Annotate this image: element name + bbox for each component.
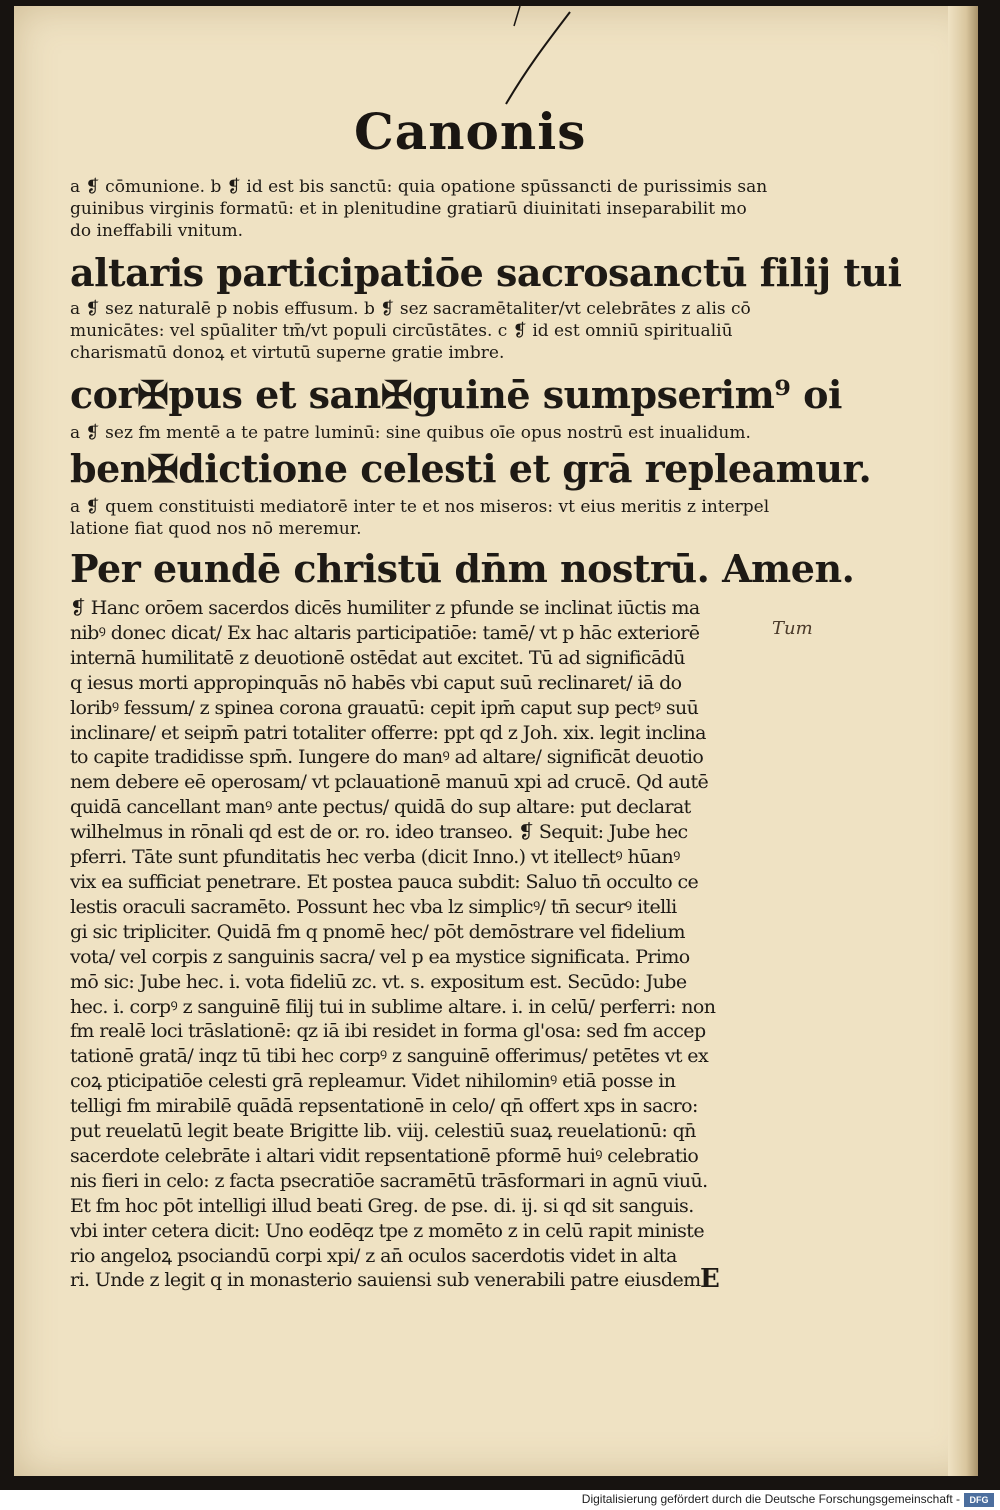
body-line: inclinare/ et seipm̄ patri totaliter offerre: ppt qd z Joh. xix. legit inclina xyxy=(70,721,706,744)
gloss-block-1 xyxy=(70,176,780,242)
body-line: mō sic: Jube hec. i. vota fideliū zc. vt. s. expositum est. Secūdo: Jube xyxy=(70,970,687,993)
body-line: q iesus morti appropinquās nō habēs vbi caput suū reclinaret/ iā do xyxy=(70,671,682,694)
footer-bar xyxy=(0,1490,1000,1510)
body-line: pferri. Tāte sunt pfunditatis hec verba (dicit Inno.) vt itellectꝰ hūanꝰ xyxy=(70,846,680,869)
body-line: vota/ vel corpis z sanguinis sacra/ vel p ea mystice significata. Primo xyxy=(70,945,690,968)
canon-line-1: altaris participatiōe sacrosanctū filij tui xyxy=(70,250,902,295)
gloss-line: latione fiat quod nos nō meremur. xyxy=(70,519,362,539)
body-line: gi sic tripliciter. Quidā fm q pnomē hec/ pōt demōstrare vel fidelium xyxy=(70,920,685,943)
body-line: vix ea sufficiat penetrare. Et postea pauca subdit: Saluo tn̄ occulto ce xyxy=(70,870,699,893)
body-line: internā humilitatē z deuotionē ostēdat aut excitet. Tū ad significādū xyxy=(70,646,685,669)
page-heading: Canonis xyxy=(354,102,587,161)
body-line: quidā cancellant manꝰ ante pectus/ quidā do sup altare: put declarat xyxy=(70,796,691,819)
funding-credit: Digitalisierung gefördert durch die Deutsche Forschungsgemeinschaft - xyxy=(581,1492,960,1506)
body-line: lestis oraculi sacramēto. Possunt hec vba lz simplicꝰ/ tn̄ securꝰ itelli xyxy=(70,895,677,918)
gloss-line: a ❡ sez fm mentē a te patre luminū: sine quibus oīe opus nostrū est inualidum. xyxy=(70,423,751,443)
body-line: coꝝ pticipatiōe celesti grā repleamur. Videt nihilominꝰ etiā posse in xyxy=(70,1070,676,1093)
body-line: rio angeloꝝ psociandū corpi xpi/ z an̄ oculos sacerdotis videt in alta xyxy=(70,1244,677,1267)
handwritten-margin-note: Tum xyxy=(772,618,813,639)
body-line: nem debere eē operosam/ vt pclauationē manuū xpi ad crucē. Qd autē xyxy=(70,771,709,794)
gloss-line: a ❡ cōmunione. b ❡ id est bis sanctū: quia opatione spūssancti de purissimis san xyxy=(70,177,768,197)
binding-gutter xyxy=(948,6,978,1476)
gloss-block-3 xyxy=(70,422,780,444)
body-line: wilhelmus in rōnali qd est de or. ro. ideo transeo. ❡ Sequit: Jube hec xyxy=(70,821,688,844)
body-line: nis fieri in celo: z facta psecratiōe sacramētū trāsformari in agnū viuū. xyxy=(70,1169,708,1192)
body-line: put reuelatū legit beate Brigitte lib. viij. celestiū suaꝝ reuelationū: qn̄ xyxy=(70,1120,696,1143)
body-line: fm realē loci trāslationē: qz iā ibi residet in forma gl'osa: sed fm accep xyxy=(70,1020,706,1043)
signature-mark: E xyxy=(700,1264,720,1294)
canon-line-4: Per eundē christū dn̄m nostrū. Amen. xyxy=(70,546,855,591)
body-line: hec. i. corpꝰ z sanguinē filij tui in sublime altare. i. in celū/ perferri: non xyxy=(70,995,716,1018)
body-line: Et fm hoc pōt intelligi illud beati Greg. de pse. di. ij. si qd sit sanguis. xyxy=(70,1194,694,1217)
gloss-line: a ❡ sez naturalē p nobis effusum. b ❡ sez sacramētaliter/vt celebrātes z alis cō xyxy=(70,299,751,319)
body-line: nibꝰ donec dicat/ Ex hac altaris participatiōe: tamē/ vt p hāc exteriorē xyxy=(70,621,700,644)
body-line: to capite tradidisse spm̄. Iungere do manꝰ ad altare/ significāt deuotio xyxy=(70,746,704,769)
body-line: tationē gratā/ inqz tū tibi hec corpꝰ z sanguinē offerimus/ petētes vt ex xyxy=(70,1045,709,1068)
dfg-logo: DFG xyxy=(964,1493,994,1507)
gloss-line: do ineffabili vnitum. xyxy=(70,221,244,241)
body-line: vbi inter cetera dicit: Uno eodēqz tpe z momēto z in celū rapit ministe xyxy=(70,1219,704,1242)
canon-line-2: cor✠pus et san✠guinē sumpserim⁹ oi xyxy=(70,372,842,417)
body-line: ❡ Hanc orōem sacerdos dicēs humiliter z pfunde se inclinat iūctis ma xyxy=(70,597,700,619)
gloss-line: municātes: vel spūaliter tm̄/vt populi circūstātes. c ❡ id est omniū spiritualiū xyxy=(70,321,733,341)
gloss-line: guinibus virginis formatū: et in plenitudine gratiarū diuinitati inseparabilit mo xyxy=(70,199,747,219)
commentary-body xyxy=(70,596,782,1293)
body-line: telligi fm mirabilē quādā repsentationē in celo/ qn̄ offert xps in sacro: xyxy=(70,1095,698,1118)
body-line: loribꝰ fessum/ z spinea corona grauatū: cepit ipm̄ caput sup pectꝰ suū xyxy=(70,696,699,719)
gloss-block-4 xyxy=(70,496,780,540)
canon-line-3: ben✠dictione celesti et grā repleamur. xyxy=(70,446,872,491)
gloss-block-2 xyxy=(70,298,780,364)
gloss-line: a ❡ quem constituisti mediatorē inter te et nos miseros: vt eius meritis z interpel xyxy=(70,497,770,517)
body-line: sacerdote celebrāte i altari vidit repsentationē pformē huiꝰ celebratio xyxy=(70,1144,699,1167)
body-line: ri. Unde z legit q in monasterio sauiensi sub venerabili patre eiusdem xyxy=(70,1269,701,1292)
gloss-line: charismatū donoꝝ et virtutū superne gratie imbre. xyxy=(70,343,505,363)
